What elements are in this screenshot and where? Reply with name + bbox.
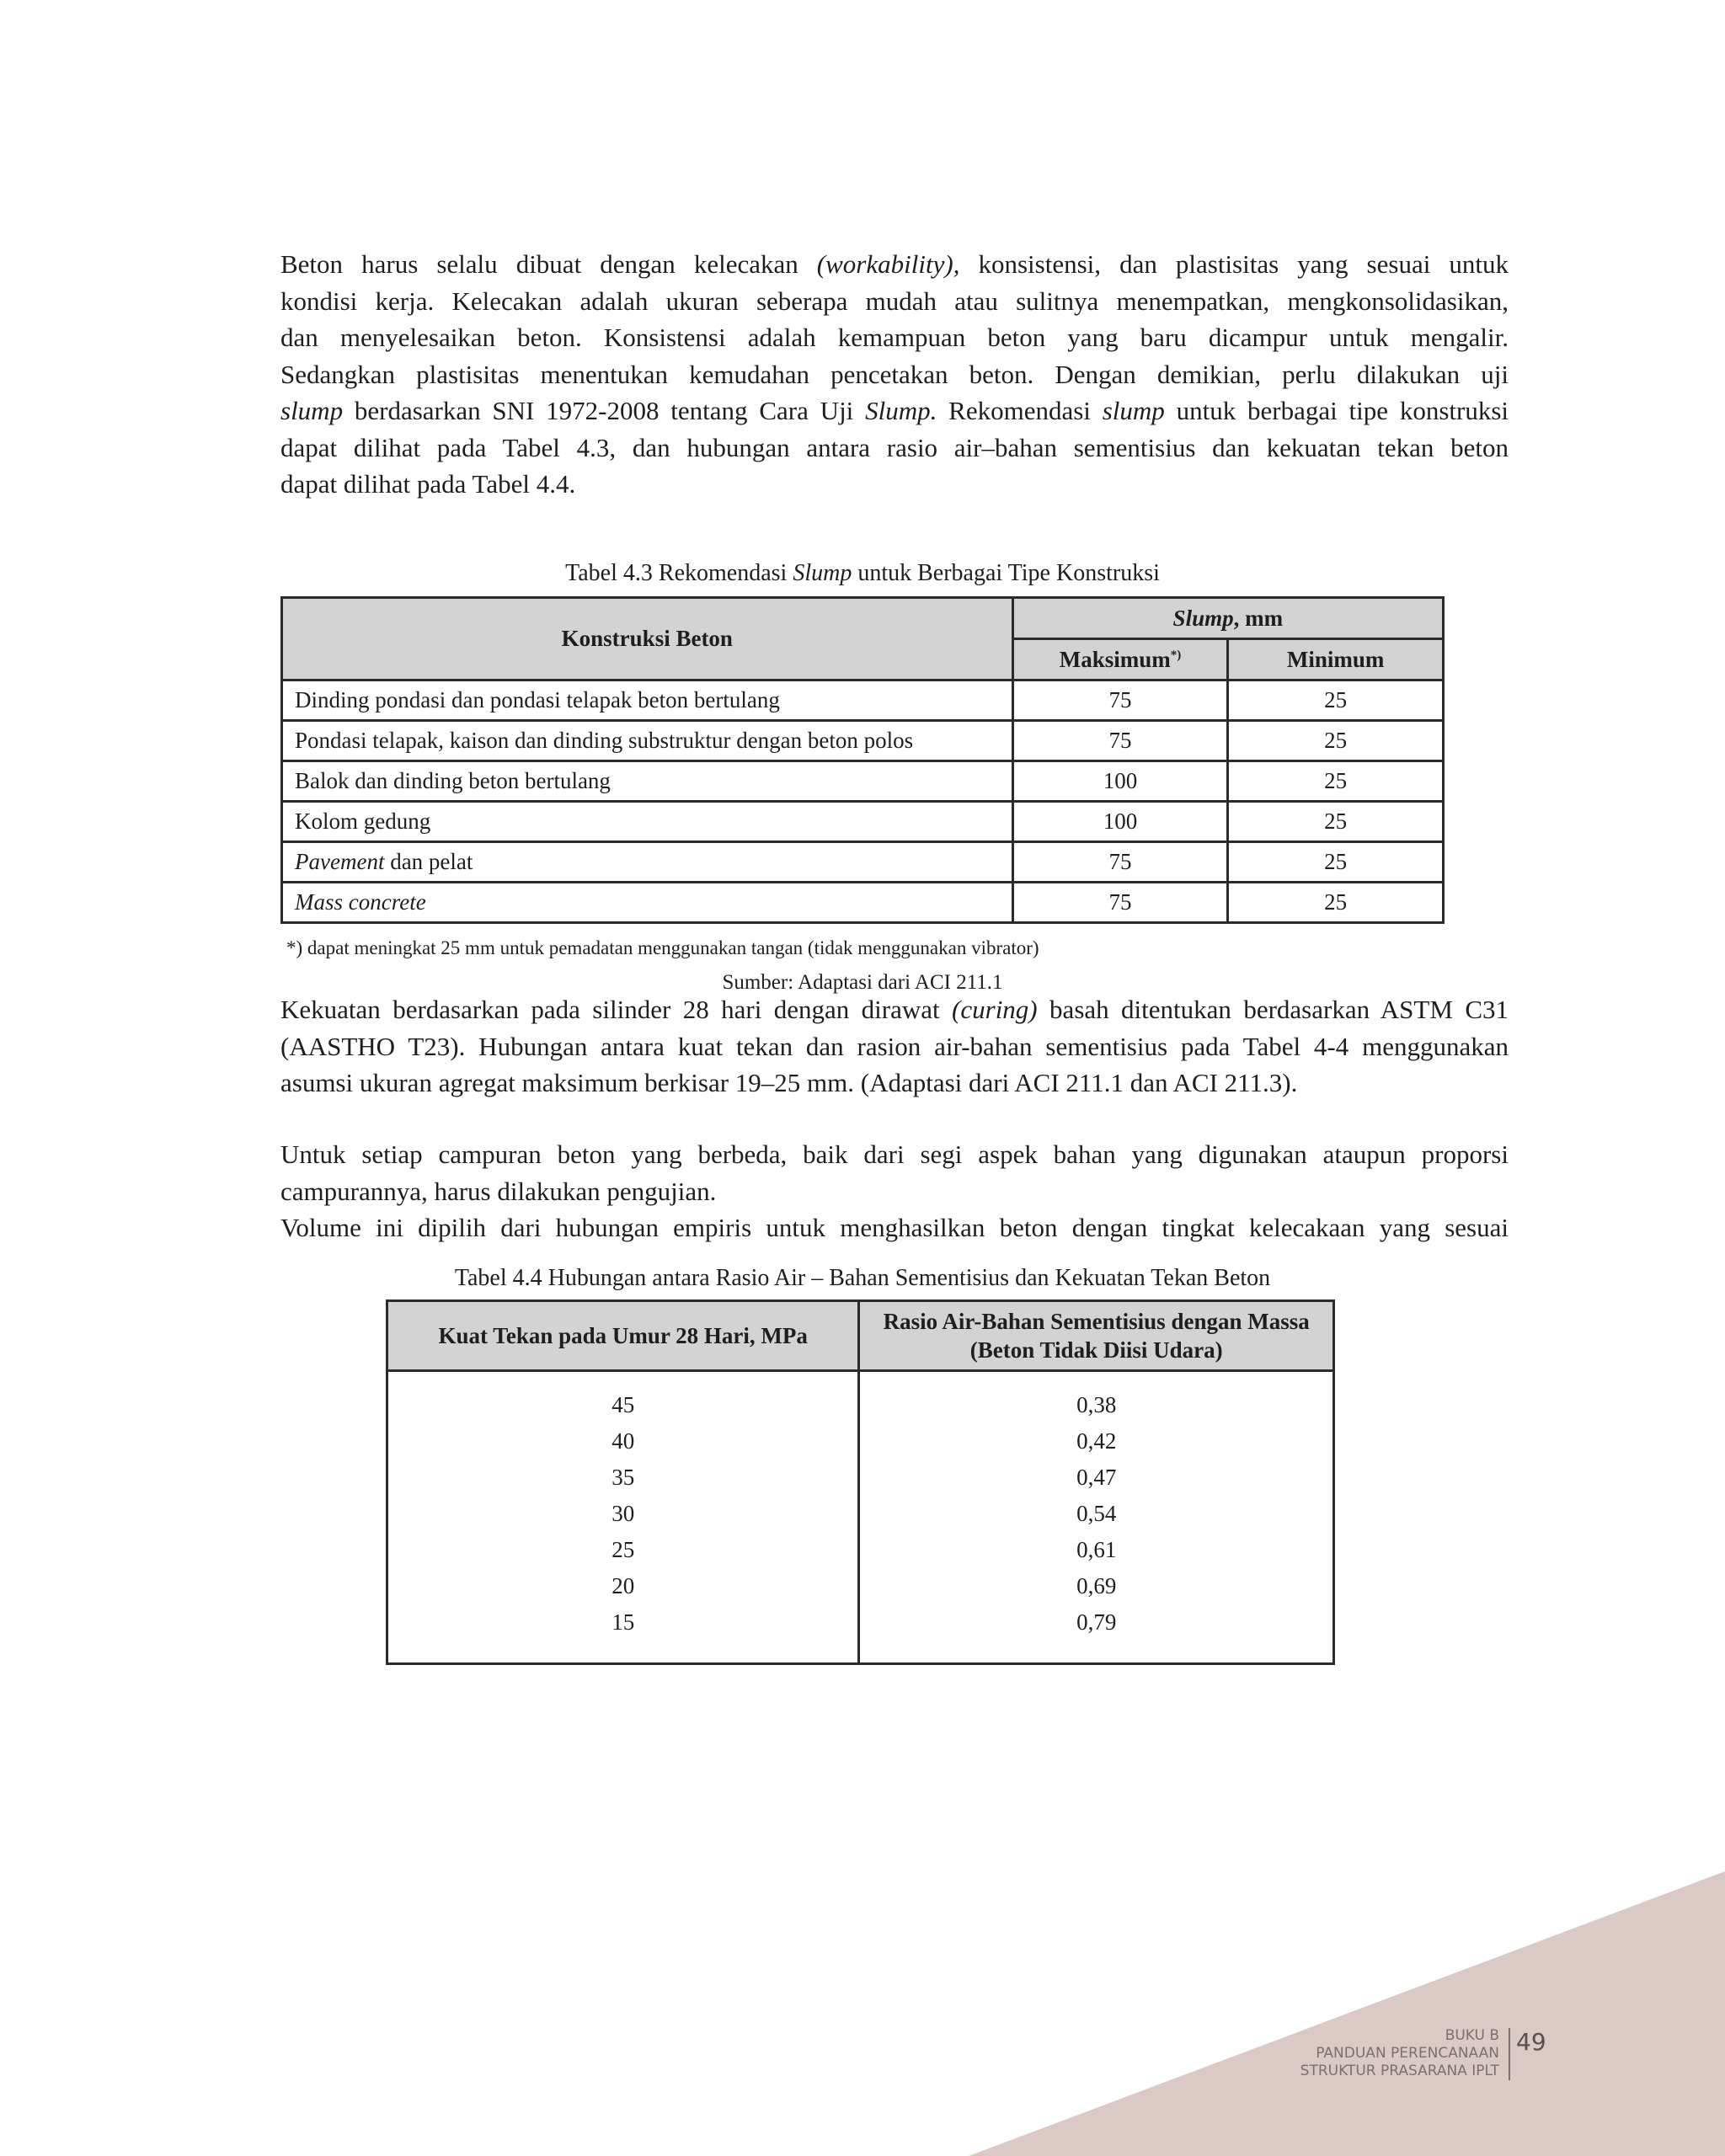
cell-label: Balok dan dinding beton bertulang (282, 761, 1013, 802)
cell-label: Dinding pondasi dan pondasi telapak beton bertulang (282, 680, 1013, 721)
cell-label: Kolom gedung (282, 802, 1013, 842)
list-item: 30 (611, 1501, 635, 1526)
text: kondisi kerja. Kelecakan adalah ukuran seberapa mudah atau sulitnya menempatkan, mengkonsolidasikan, (280, 286, 1509, 316)
list-item: 0,79 (1076, 1609, 1117, 1635)
text: konsistensi, dan plastisitas yang sesuai untuk (959, 249, 1509, 279)
table-row (282, 802, 1444, 842)
text-italic: Pavement (295, 849, 385, 874)
text-italic: (workability), (816, 249, 960, 279)
table-4-3-caption (0, 560, 1725, 587)
list-item: 0,47 (1076, 1465, 1117, 1490)
text: STRUKTUR PRASARANA IPLT (1300, 2063, 1499, 2079)
text: untuk Berbagai Tipe Konstruksi (852, 560, 1160, 586)
cell-label: Pondasi telapak, kaison dan dinding substruktur dengan beton polos (282, 721, 1013, 761)
text-italic: Slump (1172, 605, 1234, 631)
table-row (282, 761, 1444, 802)
list-item: 20 (611, 1573, 635, 1598)
header-konstruksi: Konstruksi Beton (282, 598, 1013, 680)
text: (Beton Tidak Diisi Udara) (969, 1337, 1223, 1363)
cell-min: 25 (1228, 721, 1444, 761)
text: Kekuatan berdasarkan pada silinder 28 hari dengan dirawat (280, 995, 953, 1024)
text: , mm (1233, 605, 1284, 631)
text: Tabel 4.3 Rekomendasi (565, 560, 793, 586)
cell-min: 25 (1228, 842, 1444, 883)
table-note: *) dapat meningkat 25 mm untuk pemadatan menggunakan tangan (tidak menggunakan vibrator) (286, 937, 1039, 958)
text: campurannya, harus dilakukan pengujian. (280, 1176, 717, 1206)
text: untuk berbagai tipe konstruksi (1164, 396, 1509, 425)
header-maksimum (1012, 639, 1228, 680)
list-item: 25 (611, 1537, 635, 1562)
text: dan pelat (384, 849, 473, 874)
superscript: *) (1170, 648, 1182, 662)
table-row (282, 883, 1444, 923)
cell-min: 25 (1228, 761, 1444, 802)
text-italic: slump (1102, 396, 1165, 425)
list-item: 0,69 (1076, 1573, 1117, 1598)
text: dan menyelesaikan beton. Konsistensi adalah kemampuan beton yang baru dicampur untuk mengalir. (280, 323, 1509, 352)
table-row (282, 680, 1444, 721)
footer-divider (1509, 2028, 1510, 2080)
cell-label (282, 842, 1013, 883)
cell-min: 25 (1228, 802, 1444, 842)
paragraph-intro (280, 246, 1509, 503)
list-item: 0,61 (1076, 1537, 1117, 1562)
text: Volume ini dipilih dari hubungan empiris untuk menghasilkan beton dengan tingkat kelecakaan yang sesuai (280, 1213, 1509, 1242)
list-item: 0,42 (1076, 1428, 1117, 1454)
text-italic: Slump. (865, 396, 937, 425)
text-italic: (curing) (952, 995, 1038, 1024)
header-rasio (859, 1301, 1334, 1371)
cell-max: 75 (1012, 883, 1228, 923)
header-slump (1012, 598, 1443, 639)
text: dapat dilihat pada Tabel 4.3, dan hubungan antara rasio air–bahan sementisius dan kekuatan tekan beton (280, 432, 1509, 462)
list-item: 40 (611, 1428, 635, 1454)
header-minimum: Minimum (1228, 639, 1444, 680)
text: berdasarkan SNI 1972-2008 tentang Cara Uji (343, 396, 866, 425)
cell-max: 100 (1012, 761, 1228, 802)
list-item: 45 (611, 1392, 635, 1417)
text: dapat dilihat pada Tabel 4.4. (280, 469, 576, 499)
text: (AASTHO T23). Hubungan antara kuat tekan dan rasion air-bahan sementisius pada Tabel 4-4 menggunakan (280, 1031, 1509, 1061)
text: BUKU B (1445, 2027, 1499, 2044)
cell-min: 25 (1228, 883, 1444, 923)
table-4-3 (280, 596, 1445, 924)
text: Rekomendasi (937, 396, 1103, 425)
paragraph-campuran (280, 1136, 1509, 1246)
column-kuat-tekan (387, 1371, 859, 1664)
table-4-4 (386, 1299, 1335, 1665)
text: Untuk setiap campuran beton yang berbeda, baik dari segi aspek bahan yang digunakan ataupun proporsi (280, 1139, 1509, 1169)
header-kuat-tekan: Kuat Tekan pada Umur 28 Hari, MPa (387, 1301, 859, 1371)
cell-min: 25 (1228, 680, 1444, 721)
column-rasio (859, 1371, 1334, 1664)
list-item: 35 (611, 1465, 635, 1490)
text: basah ditentukan berdasarkan ASTM C31 (1037, 995, 1509, 1024)
cell-max: 75 (1012, 680, 1228, 721)
text: Sedangkan plastisitas menentukan kemudahan pencetakan beton. Dengan demikian, perlu dilakukan uji (280, 359, 1509, 389)
table-source: Sumber: Adaptasi dari ACI 211.1 (722, 971, 1003, 994)
list-item: 0,38 (1076, 1392, 1117, 1417)
text: Beton harus selalu dibuat dengan kelecakan (280, 249, 817, 279)
text-italic: Mass concrete (295, 889, 426, 915)
table-row (282, 842, 1444, 883)
text: Maksimum (1059, 646, 1171, 672)
text: asumsi ukuran agregat maksimum berkisar 19–25 mm. (Adaptasi dari ACI 211.1 dan ACI 211.3). (280, 1068, 1298, 1097)
paragraph-kekuatan (280, 991, 1509, 1102)
text-italic: Slump (793, 560, 852, 586)
cell-max: 100 (1012, 802, 1228, 842)
table-4-4-caption: Tabel 4.4 Hubungan antara Rasio Air – Bahan Sementisius dan Kekuatan Tekan Beton (454, 1265, 1271, 1291)
footer-book-title (1300, 2027, 1499, 2080)
text: PANDUAN PERENCANAAN (1316, 2045, 1499, 2062)
text: Rasio Air-Bahan Sementisius dengan Massa (883, 1309, 1310, 1334)
page-number: 49 (1516, 2028, 1546, 2056)
table-row (282, 721, 1444, 761)
cell-max: 75 (1012, 721, 1228, 761)
cell-max: 75 (1012, 842, 1228, 883)
list-item: 15 (611, 1609, 635, 1635)
list-item: 0,54 (1076, 1501, 1117, 1526)
text-italic: slump (280, 396, 344, 425)
cell-label (282, 883, 1013, 923)
